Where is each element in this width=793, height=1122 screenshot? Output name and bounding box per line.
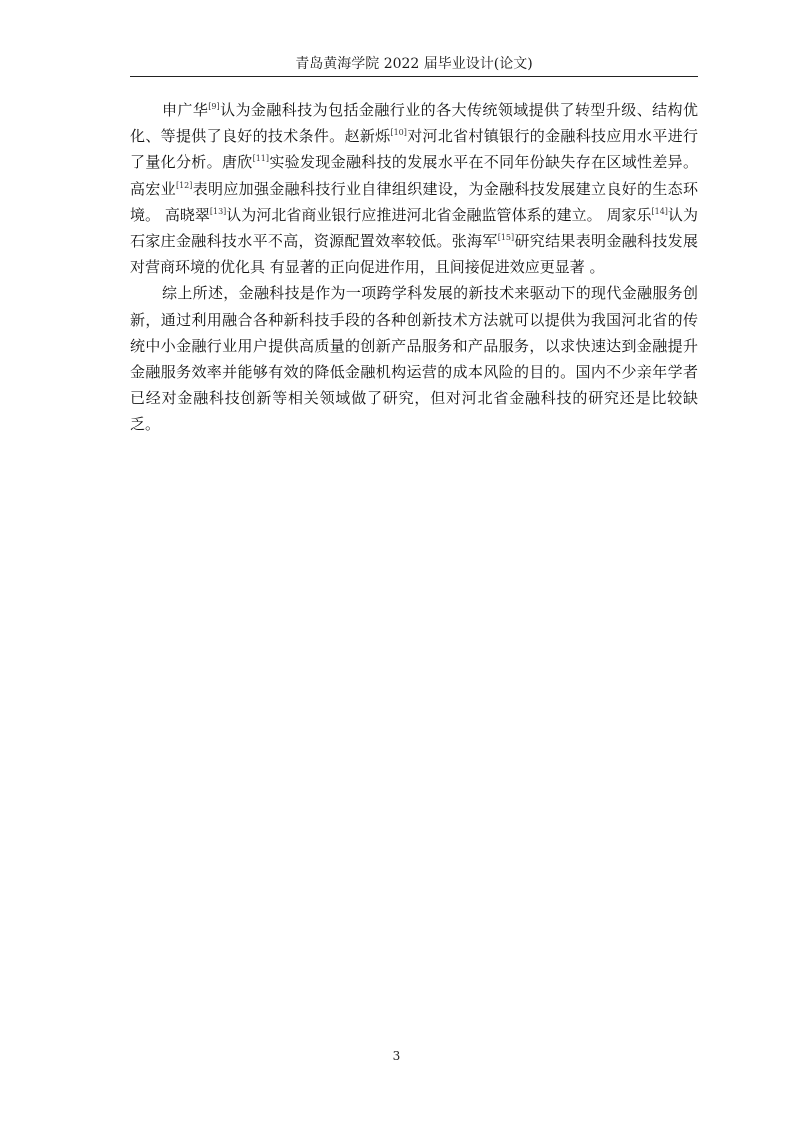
citation-ref: [14]: [651, 206, 668, 216]
sentence-text: 认为石家庄金融科技水平不高，资源配置效率较低。: [130, 205, 698, 251]
paragraph-literature-review: [130, 97, 698, 280]
citation-ref: [11]: [252, 154, 270, 164]
sentence-text: 实验发现金融科技的发展水平在不同年份缺失存在区域性差异。: [269, 153, 698, 172]
author-name: 高晓翠: [164, 205, 210, 224]
sentence-text: 表明应加强金融科技行业自律组织建设，为金融科技发展建立良好的生态环境。: [130, 179, 698, 224]
citation-ref: [13]: [209, 206, 227, 216]
citation-ref: [12]: [175, 180, 193, 190]
author-name: 申广华: [162, 101, 209, 119]
paragraph-summary: 综上所述，金融科技是作为一项跨学科发展的新技术来驱动下的现代金融服务创新，通过利用融合各种新科技手段的各种创新技术方法就可以提供为我国河北省的传统中小金融行业用户提供高质量的创新产品服务和产品服务，以求快速达到金融提升金融服务效率并能够有效的降低金融机构运营的成本风险的目的。国内不少亲年学者已经对金融科技创新等相关领域做了研究，但对河北省金融科技的研究还是比较缺乏。: [130, 284, 698, 434]
sentence-text: 认为金融科技为包括金融行业的各大传统领域提供了转型升级、结构优化、等提供了良好的技术条件。: [130, 101, 698, 146]
author-name: 周家乐: [606, 205, 652, 224]
body-text: [130, 97, 698, 438]
author-name: 高宏业: [130, 179, 176, 198]
citation-ref: [10]: [390, 128, 407, 138]
author-name: 张海军: [451, 232, 498, 251]
page-number: 3: [392, 1049, 401, 1063]
sentence-text: 认为河北省商业银行应推进河北省金融监管体系的建立。: [226, 205, 607, 224]
sentence-text: 对河北省村镇银行的金融科技应用水平进行了量化分析。: [130, 127, 698, 172]
header-divider: [130, 76, 698, 77]
author-name: 赵新烁: [344, 127, 391, 146]
page-header: 青岛黄海学院 2022 届毕业设计(论文): [295, 56, 533, 72]
sentence-text: 研究结果表明金融科技发展对营商环境的优化具 有显著的正向促进作用，且间接促进效应更显著 。: [130, 232, 698, 277]
citation-ref: [15]: [497, 233, 515, 243]
citation-ref: [9]: [208, 102, 220, 111]
author-name: 唐欣: [221, 153, 253, 172]
